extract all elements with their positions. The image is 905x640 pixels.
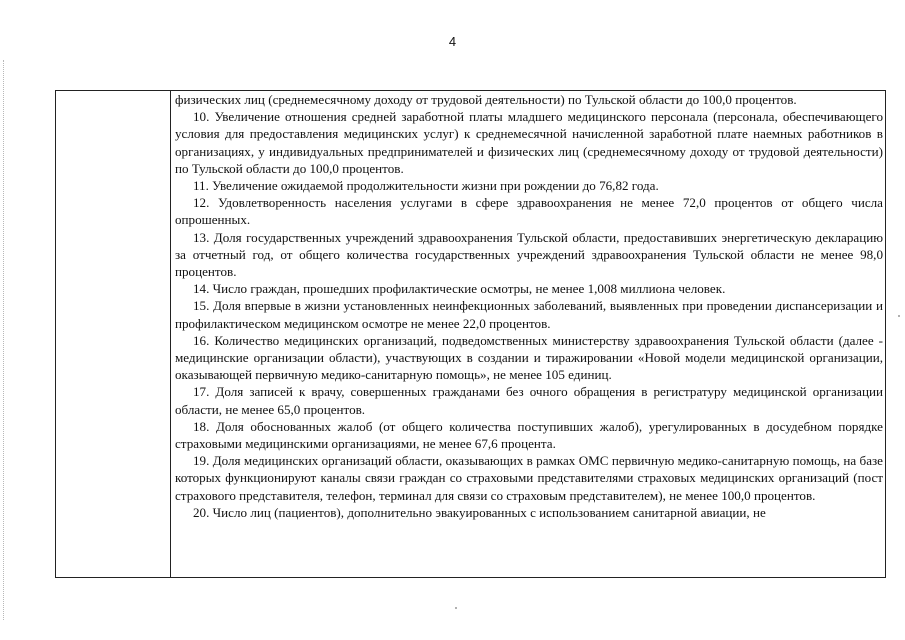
paragraph-item-14: 14. Число граждан, прошедших профилактические осмотры, не менее 1,008 миллиона человек. bbox=[193, 281, 726, 297]
paragraph-item-13: 13. Доля государственных учреждений здравоохранения Тульской области, предоставивших энергетическую декларацию за отчетный год, от общего количества государственных учреждений здравоохранения Тульской области не менее 98,0 процентов. bbox=[175, 229, 883, 280]
page-number: 4 bbox=[448, 34, 457, 49]
paragraph-item-11: 11. Увеличение ожидаемой продолжительности жизни при рождении до 76,82 года. bbox=[193, 178, 659, 194]
content-table bbox=[55, 90, 886, 578]
paragraph-item-19: 19. Доля медицинских организаций области, оказывающих в рамках ОМС первичную медико-санитарную помощь, на базе которых функционируют каналы связи граждан со страховыми представителями страховых медицинских организаций (пост страхового представителя, телефон, терминал для связи со страховым представителем), не менее 100,0 процентов. bbox=[175, 453, 883, 503]
paragraph-item-17: 17. Доля записей к врачу, совершенных гражданами без очного обращения в регистратуру медицинской организации области, не менее 65,0 процентов. bbox=[175, 384, 883, 417]
paragraph-item-10: 10. Увеличение отношения средней заработной платы младшего медицинского персонала (персонала, обеспечивающего условия для предоставления медицинских услуг) к среднемесячной начисленной заработной плате наемных работников в организациях, у индивидуальных предпринимателей и физических лиц (среднемесячному доходу от трудовой деятельности) по Тульской области до 100,0 процентов. bbox=[175, 109, 883, 176]
paragraph-item-12: 12. Удовлетворенность населения услугами в сфере здравоохранения не менее 72,0 процентов от общего числа опрошенных. bbox=[175, 195, 883, 228]
paragraph-item-15: 15. Доля впервые в жизни установленных неинфекционных заболеваний, выявленных при проведении диспансеризации и профилактическом медицинском осмотре не менее 22,0 процентов. bbox=[175, 298, 883, 331]
scan-speck bbox=[898, 315, 900, 317]
scan-speck bbox=[455, 607, 457, 609]
paragraph-item-16: 16. Количество медицинских организаций, подведомственных министерству здравоохранения Тульской области (далее - медицинские организации области), участвующих в создании и тиражировании «Новой модели медицинской организации, оказывающей первичную медико-санитарную помощь», не менее 105 единиц. bbox=[175, 332, 883, 383]
paragraph-item-18: 18. Доля обоснованных жалоб (от общего количества поступивших жалоб), урегулированных в досудебном порядке страховыми медицинскими организациями, не менее 67,6 процента. bbox=[175, 418, 883, 452]
paragraph-item-20: 20. Число лиц (пациентов), дополнительно эвакуированных с использованием санитарной авиации, не bbox=[193, 504, 766, 520]
table-text-cell bbox=[171, 91, 885, 577]
table-left-cell bbox=[56, 91, 171, 577]
scan-margin-marks bbox=[3, 60, 6, 620]
paragraph-continuation: физических лиц (среднемесячному доходу от трудовой деятельности) по Тульской области до 100,0 процентов. bbox=[175, 92, 797, 107]
